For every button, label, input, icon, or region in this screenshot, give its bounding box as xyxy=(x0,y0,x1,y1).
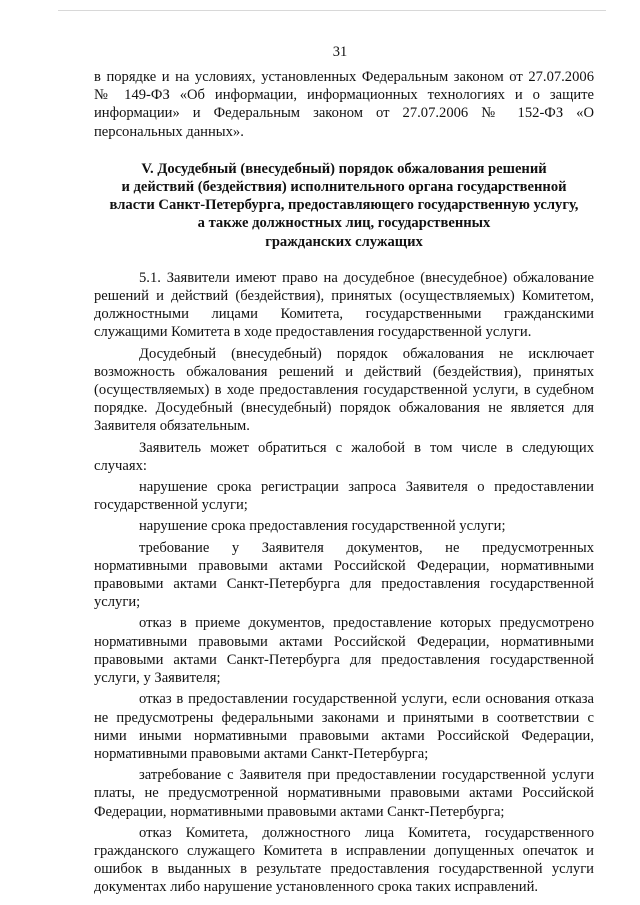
body-paragraph-appeal-order: Досудебный (внесудебный) порядок обжалования не исключает возможность обжалования решений и действий (бездействия), принятых (осуществляемых) в ходе предоставления государственной услуги, в судебном порядке. Досудебный (внесудебный) порядок обжалования не является для Заявителя обязательным. xyxy=(94,345,594,435)
intro-paragraph: в порядке и на условиях, установленных Федеральным законом от 27.07.2006 № 149-ФЗ «Об информации, информационных технологиях и о защите информации» и Федеральным законом от 27.07.2006 № 152-ФЗ «О персональных данных». xyxy=(94,69,594,140)
list-item-registration-violation: нарушение срока регистрации запроса Заявителя о предоставлении государственной услуги; xyxy=(94,479,594,514)
body-paragraph-5-1: 5.1. Заявители имеют право на досудебное (внесудебное) обжалование решений и действий (бездействия), принятых (осуществляемых) Комитетом, должностными лицами Комитета, государственными гражданскими служащими Комитета в ходе предоставления государственной услуги. xyxy=(94,269,594,341)
section-heading-line: власти Санкт-Петербурга, предоставляющего государственную услугу, xyxy=(109,197,579,214)
section-heading-line: V. Досудебный (внесудебный) порядок обжалования решений xyxy=(141,160,547,177)
document-content xyxy=(94,68,594,900)
list-item-document-refusal: отказ в приеме документов, предоставление которых предусмотрено нормативными правовыми актами Российской Федерации, нормативными правовыми актами Санкт-Петербурга для предоставления государственной услуги, у Заявителя; xyxy=(94,615,594,687)
list-item-service-refusal: отказ в предоставлении государственной услуги, если основания отказа не предусмотрены федеральными законами и принятыми в соответствии с ними иными нормативными правовыми актами Российской Федерации, нормативными правовыми актами Санкт-Петербурга; xyxy=(94,691,594,762)
section-heading-line: и действий (бездействия) исполнительного органа государственной xyxy=(121,179,567,196)
list-item-correction-refusal: отказ Комитета, должностного лица Комитета, государственного гражданского служащего Комитета в исправлении допущенных опечаток и ошибок в выданных в результате предоставления государственной услуги документах либо нарушение установленного срока таких исправлений. xyxy=(94,824,594,896)
top-scan-rule xyxy=(58,10,606,11)
list-item-service-term-violation: нарушение срока предоставления государственной услуги; xyxy=(139,518,506,535)
list-item-extra-documents: требование у Заявителя документов, не предусмотренных нормативными правовыми актами Российской Федерации, нормативными правовыми актами Санкт-Петербурга для предоставления государственной услуги; xyxy=(94,539,594,611)
section-heading-line: а также должностных лиц, государственных xyxy=(197,215,491,232)
page-number: 31 xyxy=(332,44,348,60)
body-paragraph-complaint-cases: Заявитель может обратиться с жалобой в том числе в следующих случаях: xyxy=(94,439,594,474)
section-heading xyxy=(94,160,594,251)
section-heading-line: гражданских служащих xyxy=(265,233,423,250)
list-item-illegal-payment: затребование с Заявителя при предоставлении государственной услуги платы, не предусмотренной нормативными правовыми актами Российской Федерации, нормативными правовыми актами Санкт-Петербурга; xyxy=(94,767,594,820)
